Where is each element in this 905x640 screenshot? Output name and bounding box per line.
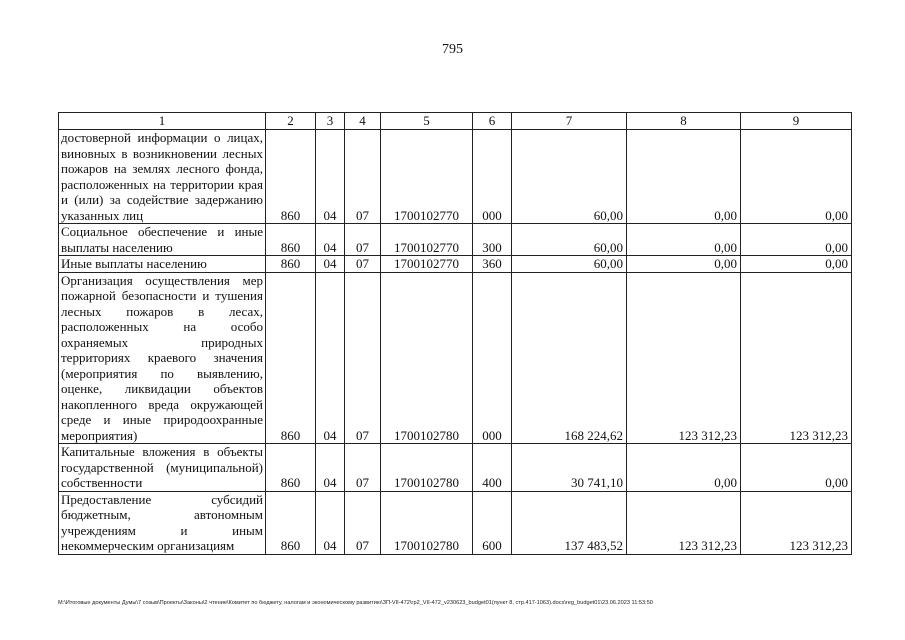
table-row <box>59 224 852 256</box>
cell-expense-type: 600 <box>473 491 512 554</box>
cell-ministry-code: 860 <box>266 224 316 256</box>
cell-amount-7: 137 483,52 <box>512 491 627 554</box>
cell-ministry-code: 860 <box>266 444 316 492</box>
column-header: 8 <box>627 113 741 130</box>
column-header: 3 <box>316 113 345 130</box>
cell-amount-9: 0,00 <box>741 130 852 224</box>
cell-target-article: 1700102770 <box>381 224 473 256</box>
cell-expense-type: 400 <box>473 444 512 492</box>
cell-amount-7: 60,00 <box>512 130 627 224</box>
cell-amount-8: 0,00 <box>627 224 741 256</box>
cell-target-article: 1700102780 <box>381 444 473 492</box>
column-header: 9 <box>741 113 852 130</box>
cell-amount-9: 123 312,23 <box>741 491 852 554</box>
cell-section-code: 04 <box>316 444 345 492</box>
cell-section-code: 04 <box>316 224 345 256</box>
cell-amount-8: 123 312,23 <box>627 272 741 444</box>
cell-amount-8: 0,00 <box>627 256 741 273</box>
column-header: 5 <box>381 113 473 130</box>
table-row <box>59 130 852 224</box>
cell-amount-7: 60,00 <box>512 256 627 273</box>
page-number: 795 <box>442 42 463 57</box>
column-header: 1 <box>59 113 266 130</box>
document-path-footer: М:\Итоговые документы Думы\7 созыв\Проекты\Законы\2 чтение\Комитет по бюджету, налогам и экономическому развитию\ЗП-VII-472\гр2_VII-472_v230623_budget01(пункт 8, стр.417-1063).docx\reg_budget01\23.06.2023 11:53:50 <box>58 600 653 606</box>
cell-amount-9: 0,00 <box>741 224 852 256</box>
cell-expense-type: 300 <box>473 224 512 256</box>
column-header: 7 <box>512 113 627 130</box>
column-header: 6 <box>473 113 512 130</box>
cell-subsection-code: 07 <box>345 444 381 492</box>
cell-ministry-code: 860 <box>266 272 316 444</box>
cell-subsection-code: 07 <box>345 491 381 554</box>
cell-section-code: 04 <box>316 491 345 554</box>
row-description: Предоставление субсидий бюджетным, автономным учреждениям и иным некоммерческим организациям <box>59 491 266 554</box>
cell-section-code: 04 <box>316 256 345 273</box>
row-description: Организация осуществления мер пожарной безопасности и тушения лесных пожаров в лесах, расположенных на особо охраняемых природных территориях краевого значения (мероприятия по выявлению, оценке, ликвидации объектов накопленного вреда окружающей среде и иные природоохранные мероприятия) <box>59 272 266 444</box>
row-description: достоверной информации о лицах, виновных в возникновении лесных пожаров на землях лесного фонда, расположенных на территории края и (или) за содействие задержанию указанных лиц <box>59 130 266 224</box>
cell-subsection-code: 07 <box>345 224 381 256</box>
table-header-row <box>59 113 852 130</box>
cell-expense-type: 360 <box>473 256 512 273</box>
row-description: Социальное обеспечение и иные выплаты населению <box>59 224 266 256</box>
cell-amount-9: 0,00 <box>741 256 852 273</box>
cell-ministry-code: 860 <box>266 491 316 554</box>
cell-amount-9: 0,00 <box>741 444 852 492</box>
cell-amount-7: 30 741,10 <box>512 444 627 492</box>
cell-target-article: 1700102780 <box>381 272 473 444</box>
cell-target-article: 1700102770 <box>381 256 473 273</box>
cell-amount-9: 123 312,23 <box>741 272 852 444</box>
column-header: 2 <box>266 113 316 130</box>
cell-target-article: 1700102770 <box>381 130 473 224</box>
cell-subsection-code: 07 <box>345 130 381 224</box>
cell-amount-8: 123 312,23 <box>627 491 741 554</box>
cell-ministry-code: 860 <box>266 256 316 273</box>
row-description: Капитальные вложения в объекты государственной (муниципальной) собственности <box>59 444 266 492</box>
budget-table <box>58 112 852 555</box>
cell-expense-type: 000 <box>473 272 512 444</box>
table-row <box>59 444 852 492</box>
row-description: Иные выплаты населению <box>59 256 266 273</box>
cell-amount-7: 168 224,62 <box>512 272 627 444</box>
cell-section-code: 04 <box>316 272 345 444</box>
cell-subsection-code: 07 <box>345 272 381 444</box>
table-row <box>59 256 852 273</box>
cell-expense-type: 000 <box>473 130 512 224</box>
cell-section-code: 04 <box>316 130 345 224</box>
cell-target-article: 1700102780 <box>381 491 473 554</box>
cell-subsection-code: 07 <box>345 256 381 273</box>
cell-amount-8: 0,00 <box>627 130 741 224</box>
cell-amount-7: 60,00 <box>512 224 627 256</box>
table-row <box>59 491 852 554</box>
table-row <box>59 272 852 444</box>
cell-amount-8: 0,00 <box>627 444 741 492</box>
column-header: 4 <box>345 113 381 130</box>
cell-ministry-code: 860 <box>266 130 316 224</box>
